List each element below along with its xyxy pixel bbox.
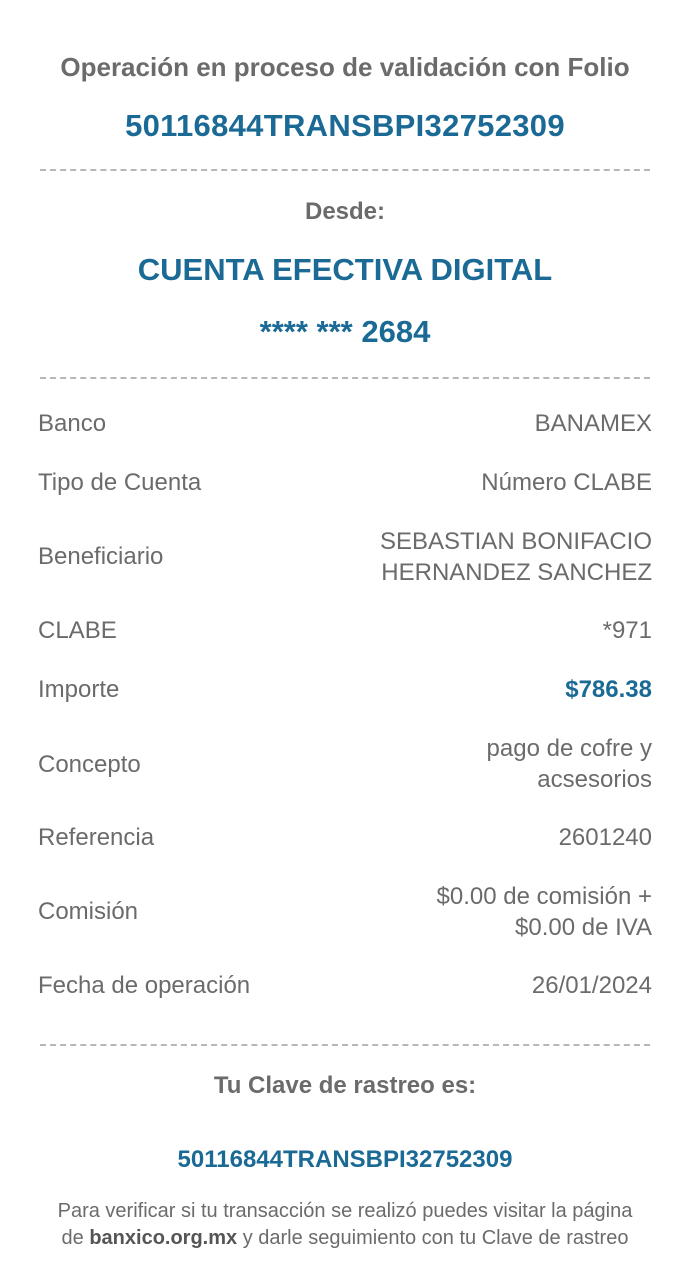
tracking-label: Tu Clave de rastreo es: [213,1072,477,1099]
beneficiary-name-line2: HERNANDEZ SANCHEZ [381,559,652,586]
commission-line1: $0.00 de comisión + [436,883,652,910]
verification-note [50,1198,640,1252]
banxico-link[interactable]: banxico.org.mx [89,1227,238,1249]
detail-value [292,881,652,943]
operation-status-title: Operación en proceso de validación con Folio [60,52,630,82]
divider [40,377,650,379]
footer-text-before: Para verificar si tu transacción se realizó puedes visitar la página de [57,1200,633,1249]
detail-label: Banco [38,410,107,437]
detail-label: Fecha de operación [38,972,251,999]
origin-account-number: **** *** 2684 [259,314,431,349]
origin-label: Desde: [304,198,386,225]
amount-value: $786.38 [565,676,652,703]
divider [40,169,650,171]
detail-label: Concepto [38,751,141,778]
detail-label: CLABE [38,617,117,644]
concept-line1: pago de cofre y [486,735,652,762]
concept-line2: acsesorios [537,766,652,793]
detail-value [292,526,652,588]
detail-value: BANAMEX [534,410,652,437]
detail-label: Referencia [38,824,155,851]
beneficiary-name-line1: SEBASTIAN BONIFACIO [379,528,652,555]
detail-label: Importe [38,676,120,703]
footer-text-after: y darle seguimiento con tu Clave de rastreo [237,1227,629,1249]
detail-value: 2601240 [558,824,652,851]
detail-label: Tipo de Cuenta [38,469,202,496]
detail-value: 26/01/2024 [531,972,652,999]
folio-number: 50116844TRANSBPI32752309 [125,108,565,143]
detail-label: Comisión [38,898,139,925]
detail-value [292,733,652,795]
tracking-code: 50116844TRANSBPI32752309 [177,1146,513,1173]
detail-value: *971 [602,617,652,644]
origin-account-name: CUENTA EFECTIVA DIGITAL [137,252,553,287]
divider [40,1044,650,1046]
detail-value: Número CLABE [481,469,652,496]
commission-line2: $0.00 de IVA [515,914,652,941]
detail-label: Beneficiario [38,543,164,570]
